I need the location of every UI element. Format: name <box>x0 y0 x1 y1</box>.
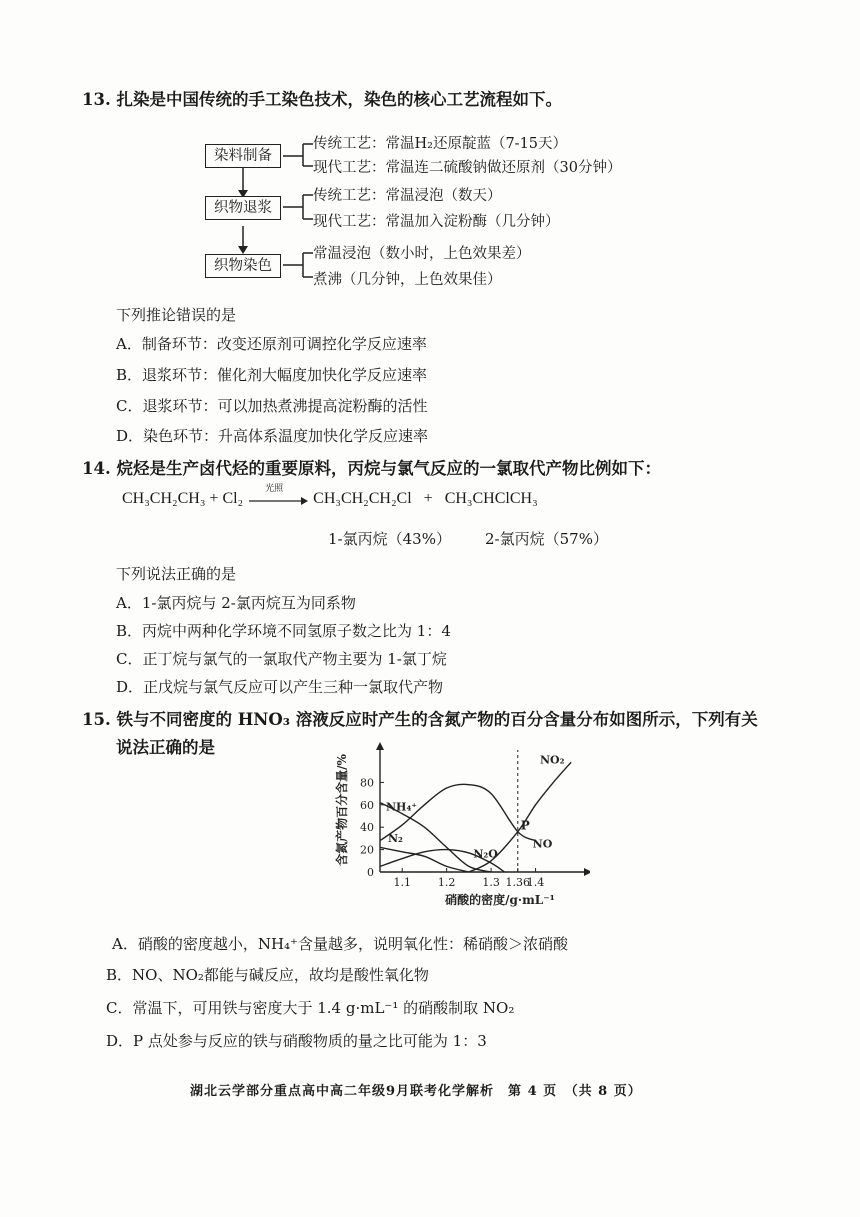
y-tick-label: 0 <box>367 866 374 879</box>
q13-option-b[interactable]: B．退浆环节：催化剂大幅度加快化学反应速率 <box>116 366 428 384</box>
series-label-0: NO₂ <box>540 753 565 767</box>
x-tick-label: 1.3 <box>482 876 500 889</box>
x-tick-label: 1.2 <box>437 876 456 889</box>
series-label-1: NO <box>532 837 553 851</box>
q14-option-c[interactable]: C．正丁烷与氯气的一氯取代产物主要为 1-氯丁烷 <box>116 650 447 668</box>
x-tick-label: 1.36 <box>505 876 531 889</box>
q13-flowchart <box>205 128 665 298</box>
q15-chart <box>330 730 590 920</box>
y-axis-label: 含氮产物百分含量/% <box>335 754 349 866</box>
q15-option-b[interactable]: B．NO、NO₂都能与碱反应，故均是酸性氧化物 <box>106 966 429 984</box>
flow-step-2: 织物退浆 <box>205 196 281 220</box>
eq-reactants: CH₃CH₂CH₃ + Cl₂ <box>122 490 244 507</box>
flow-branch-3a: 常温浸泡（数小时，上色效果差） <box>313 246 531 262</box>
q15-option-d[interactable]: D．P 点处参与反应的铁与硝酸物质的量之比可能为 1：3 <box>106 1032 487 1050</box>
q14-option-a[interactable]: A．1-氯丙烷与 2-氯丙烷互为同系物 <box>116 594 356 612</box>
flow-branch-2a: 传统工艺：常温浸泡（数天） <box>313 188 502 204</box>
series-line-3 <box>380 847 469 872</box>
flow-step-1: 染料制备 <box>205 144 281 168</box>
flow-branch-1a: 传统工艺：常温H₂还原靛蓝（7-15天） <box>313 136 568 152</box>
series-label-2: NH₄⁺ <box>386 800 418 814</box>
eq-arrow <box>247 484 309 507</box>
q14-option-b[interactable]: B．丙烷中两种化学环境不同氢原子数之比为 1：4 <box>116 622 451 640</box>
y-axis-arrow <box>376 742 384 750</box>
q13-option-c[interactable]: C．退浆环节：可以加热煮沸提高淀粉酶的活性 <box>116 397 428 415</box>
eq-product-2: CH₃CHClCH₃ <box>444 490 538 507</box>
x-axis-arrow <box>584 868 590 876</box>
q15-option-c[interactable]: C．常温下，可用铁与密度大于 1.4 g·mL⁻¹ 的硝酸制取 NO₂ <box>106 999 515 1017</box>
series-label-4: N₂O <box>473 847 498 861</box>
x-tick-label: 1.4 <box>526 876 545 889</box>
flow-step-3: 织物染色 <box>205 254 281 278</box>
q13-option-a[interactable]: A．制备环节：改变还原剂可调控化学反应速率 <box>116 335 427 353</box>
x-tick-label: 1.1 <box>393 876 411 889</box>
series-label-3: N₂ <box>388 831 403 845</box>
q15-stem-2: 说法正确的是 <box>116 738 215 757</box>
q14-option-d[interactable]: D．正戊烷与氯气反应可以产生三种一氯取代产物 <box>116 678 444 696</box>
q14-equation <box>122 484 538 508</box>
y-tick-label: 80 <box>360 776 374 790</box>
q14-stem: 14. 烷烃是生产卤代烃的重要原料，丙烷与氯气反应的一氯取代产物比例如下： <box>82 459 661 478</box>
eq-product-1: CH₃CH₂CH₂Cl <box>313 490 412 507</box>
q15-stem: 15. 铁与不同密度的 HNO₃ 溶液反应时产生的含氮产物的百分含量分布如图所示，下列有关 <box>82 710 758 729</box>
page-footer: 湖北云学部分重点高中高二年级9月联考化学解析 第 4 页 （共 8 页） <box>190 1084 642 1099</box>
eq-label-1: 1-氯丙烷（43%） <box>328 530 451 548</box>
eq-label-2: 2-氯丙烷（57%） <box>485 530 608 548</box>
eq-condition: 光照 <box>265 484 284 495</box>
y-tick-label: 60 <box>360 798 374 812</box>
q13-stem: 13. 扎染是中国传统的手工染色技术，染色的核心工艺流程如下。 <box>82 90 562 109</box>
y-tick-label: 40 <box>360 821 374 835</box>
q15-option-a[interactable]: A．硝酸的密度越小，NH₄⁺含量越多，说明氧化性：稀硝酸＞浓硝酸 <box>112 935 568 953</box>
q13-question: 下列推论错误的是 <box>116 306 237 324</box>
point-p-label: P <box>520 818 530 833</box>
x-axis-label: 硝酸的密度/g·mL⁻¹ <box>445 893 555 907</box>
eq-plus: + <box>423 490 433 507</box>
flow-branch-2b: 现代工艺：常温加入淀粉酶（几分钟） <box>313 214 560 230</box>
q13-option-d[interactable]: D．染色环节：升高体系温度加快化学反应速率 <box>116 427 429 445</box>
flow-branch-3b: 煮沸（几分钟，上色效果佳） <box>313 272 502 288</box>
y-tick-label: 20 <box>360 843 374 857</box>
q14-question: 下列说法正确的是 <box>116 565 237 583</box>
flow-branch-1b: 现代工艺：常温连二硫酸钠做还原剂（30分钟） <box>313 160 622 176</box>
reaction-arrow-icon <box>247 493 309 509</box>
